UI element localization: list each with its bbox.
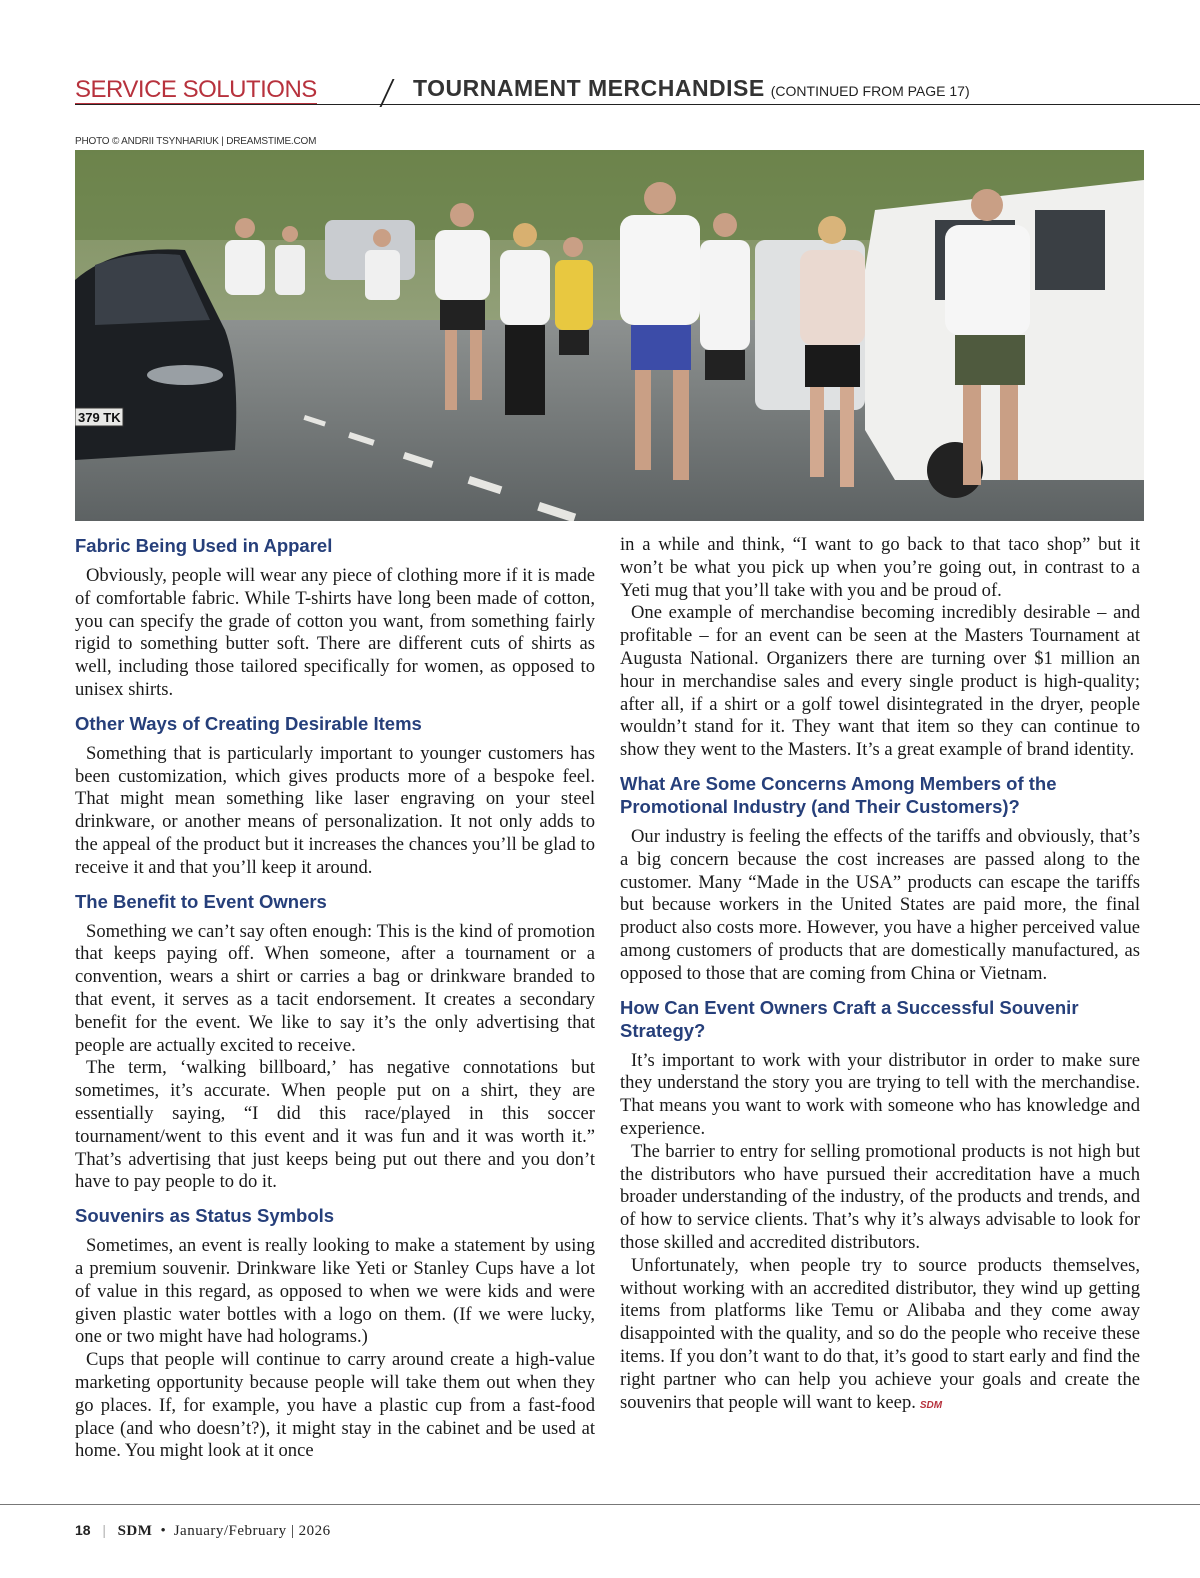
photo-credit: PHOTO © ANDRII TSYNHARIUK | DREAMSTIME.COM <box>75 136 317 147</box>
heading-industry-concerns: What Are Some Concerns Among Members of the Promotional Industry (and Their Customers)? <box>620 772 1057 817</box>
page-footer <box>75 1522 331 1540</box>
paragraph: Sometimes, an event is really looking to make a statement by using a premium souvenir. Drinkware like Yeti or Stanley Cups have a lot of value in this regard, as opposed to when we were kids and were given plastic water bottles with a logo on them. (If we were lucky, one or two might have had holograms.) <box>75 1235 595 1348</box>
topic-text: TOURNAMENT MERCHANDISE <box>413 75 765 101</box>
footer-rule <box>0 1504 1200 1505</box>
continued-note: (CONTINUED FROM PAGE 17) <box>770 83 970 99</box>
heading-souvenir-strategy: How Can Event Owners Craft a Successful Souvenir Strategy? <box>620 996 1079 1041</box>
magazine-name: SDM <box>117 1523 153 1539</box>
license-plate-text: 379 TK <box>78 410 121 425</box>
right-column <box>620 534 1140 1417</box>
paragraph: One example of merchandise becoming incredibly desirable – and profitable – for an event can be seen at the Masters Tournament at Augusta National. Organizers there are turning over $1 million an hour in merchandise sales and every single product is high-quality; after all, if a shirt or a golf towel disintegrated in the dryer, people wouldn’t stand for it. They want that item so they can continue to show they went to the Masters. It’s a great example of brand identity. <box>620 602 1140 761</box>
heading-status-symbols: Souvenirs as Status Symbols <box>75 1205 335 1227</box>
end-mark-logo: SDM <box>919 1399 943 1411</box>
paragraph-text: Unfortunately, when people try to source products themselves, without working with an accredited distributor, they wind up getting items from platforms like Temu or Alibaba and they come away disappointed with the quality, and so do the people who receive these items. If you don’t want to do that, it’s good to start early and find the right partner who can help you achieve your goals and create the souvenirs that people will want to keep. <box>620 1254 1140 1413</box>
footer-separator: | <box>102 1523 106 1539</box>
issue-date: January/February | 2026 <box>173 1523 331 1539</box>
page-number: 18 <box>75 1522 91 1538</box>
heading-desirable-items: Other Ways of Creating Desirable Items <box>75 712 422 734</box>
left-column <box>75 534 595 1463</box>
race-photo <box>75 150 1144 521</box>
topic-title <box>413 76 970 103</box>
section-label: SERVICE SOLUTIONS <box>75 76 317 103</box>
paragraph: Cups that people will continue to carry around create a high-value marketing opportunity because people will take them out when they go places. If, for example, you have a plastic cup from a fast-food place (and who doesn’t?), it might stay in the cabinet and be used at home. You might look at it once <box>75 1349 595 1462</box>
paragraph: Our industry is feeling the effects of the tariffs and obviously, that’s a big concern because the cost increases are passed along to the customer. Many “Made in the USA” products can escape the tariffs but because workers in the United States are paid more, the final product also costs more. However, you have a higher perceived value among customers of products that are domestically manufactured, as opposed to those that are coming from China or Vietnam. <box>620 825 1140 984</box>
paragraph: It’s important to work with your distributor in order to make sure they understand the story you are trying to tell with the merchandise. That means you want to work with someone who has knowledge and experience. <box>620 1049 1140 1139</box>
paragraph: The term, ‘walking billboard,’ has negative connotations but sometimes, it’s accurate. When people put on a shirt, they are essentially saying, “I did this race/played in this soccer tournament/went to this event and it was fun and it was worth it.” That’s advertising that just keeps being put out there and you don’t have to pay people to do it. <box>75 1057 595 1193</box>
race-photo-illustration <box>75 150 1144 521</box>
paragraph: Obviously, people will wear any piece of clothing more if it is made of comfortable fabric. While T-shirts have long been made of cotton, you can specify the grade of cotton you want, from something fairly rigid to something butter soft. There are different cuts of shirts as well, including those tailored specifically for women, as opposed to unisex shirts. <box>75 565 595 700</box>
paragraph-final <box>620 1255 1140 1418</box>
paragraph: Something that is particularly important to younger customers has been customization, which gives products more of a bespoke feel. That might mean something like laser engraving on your steel drinkware, or another means of personalization. It not only adds to the appeal of the product but it increases the chances you’ll be glad to receive it and that you’ll keep it around. <box>75 742 595 878</box>
paragraph: in a while and think, “I want to go back to that taco shop” but it won’t be what you pick up when you’re going out, in contrast to a Yeti mug that you’ll take with you and be proud of. <box>620 534 1140 601</box>
paragraph: Something we can’t say often enough: This is the kind of promotion that keeps paying off. When someone, after a tournament or a convention, wears a shirt or carries a bag or drinkware branded to that event, it serves as a tacit endorsement. It creates a secondary benefit for the event. We like to say it’s the only advertising that people are actually excited to receive. <box>75 920 595 1056</box>
heading-fabric: Fabric Being Used in Apparel <box>75 535 333 556</box>
header-slash <box>379 79 394 107</box>
paragraph: The barrier to entry for selling promotional products is not high but the distributors who have pursued their accreditation have a much broader understanding of the industry, of the products and trends, and of how to service clients. That’s why it’s always advisable to look for those skilled and accredited distributors. <box>620 1140 1140 1253</box>
heading-event-owners-benefit: The Benefit to Event Owners <box>75 890 327 912</box>
footer-bullet: • <box>160 1523 166 1539</box>
page-header <box>75 76 1200 105</box>
